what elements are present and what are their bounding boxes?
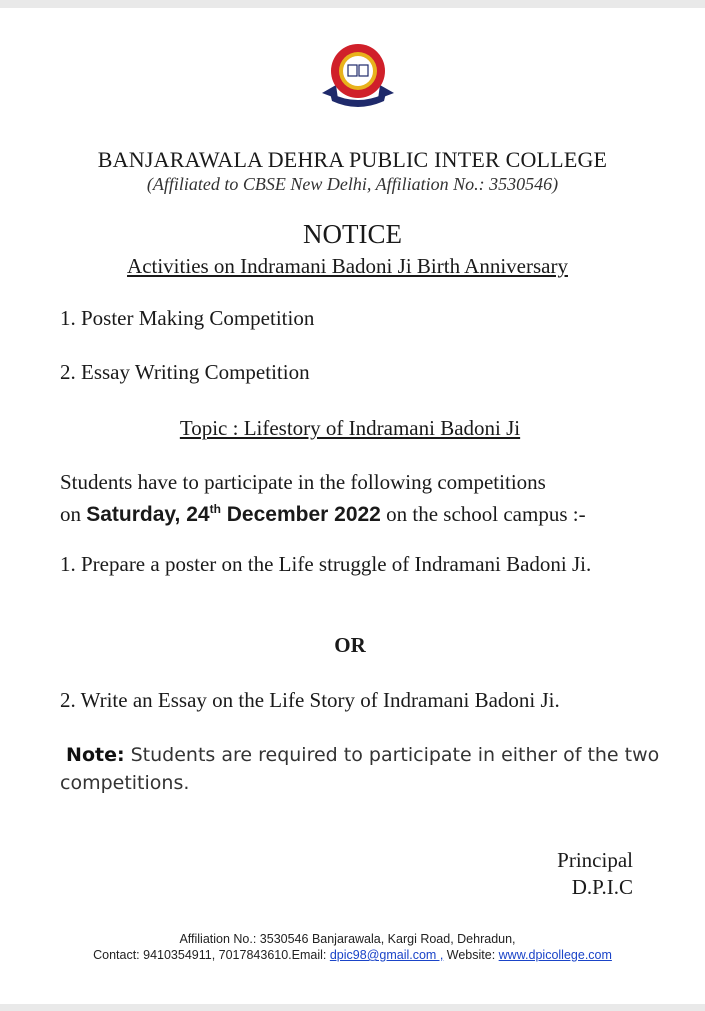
note-text: Students are required to participate in either of the two competitions. [60,744,660,794]
notice-page [0,8,705,1004]
intro-on: on [60,502,87,526]
footer-website-link[interactable]: www.dpicollege.com [498,948,612,962]
activity-item-2: 2. Essay Writing Competition [60,360,310,384]
footer-contact-prefix: Contact: 9410354911, 7017843610.Email: [93,948,330,962]
signature-title: Principal [557,848,633,872]
option-1: 1. Prepare a poster on the Life struggle of Indramani Badoni Ji. [60,552,592,576]
footer-email-link[interactable]: dpic98@gmail.com , [329,948,444,962]
or-label: OR [334,633,366,657]
notice-subject: Activities on Indramani Badoni Ji Birth Anniversary [127,254,568,278]
school-name: BANJARAWALA DEHRA PUBLIC INTER COLLEGE [97,147,608,172]
footer-contact [0,948,705,962]
footer-website-prefix: Website: [443,948,499,962]
school-logo-emblem [316,41,400,113]
topic-heading: Topic : Lifestory of Indramani Badoni Ji [179,416,521,440]
option-2: 2. Write an Essay on the Life Story of Indramani Badoni Ji. [60,688,560,712]
school-logo [316,41,400,113]
intro-line-1: Students have to participate in the following competitions [60,470,546,494]
intro-date-day: Saturday, 24 [86,503,210,526]
intro-after: on the school campus :- [380,502,586,526]
intro-date-rest: December 2022 [220,503,381,526]
intro-date-sup: th [209,502,221,516]
intro-paragraph [60,469,660,528]
activity-item-1: 1. Poster Making Competition [60,306,315,330]
note-paragraph [60,741,660,797]
affiliation-line: (Affiliated to CBSE New Delhi, Affiliation No.: 3530546) [146,174,559,194]
notice-title: NOTICE [303,219,402,249]
footer-address: Affiliation No.: 3530546 Banjarawala, Kargi Road, Dehradun, [179,932,516,946]
note-label: Note: [66,744,125,766]
signature-org: D.P.I.C [571,875,633,899]
